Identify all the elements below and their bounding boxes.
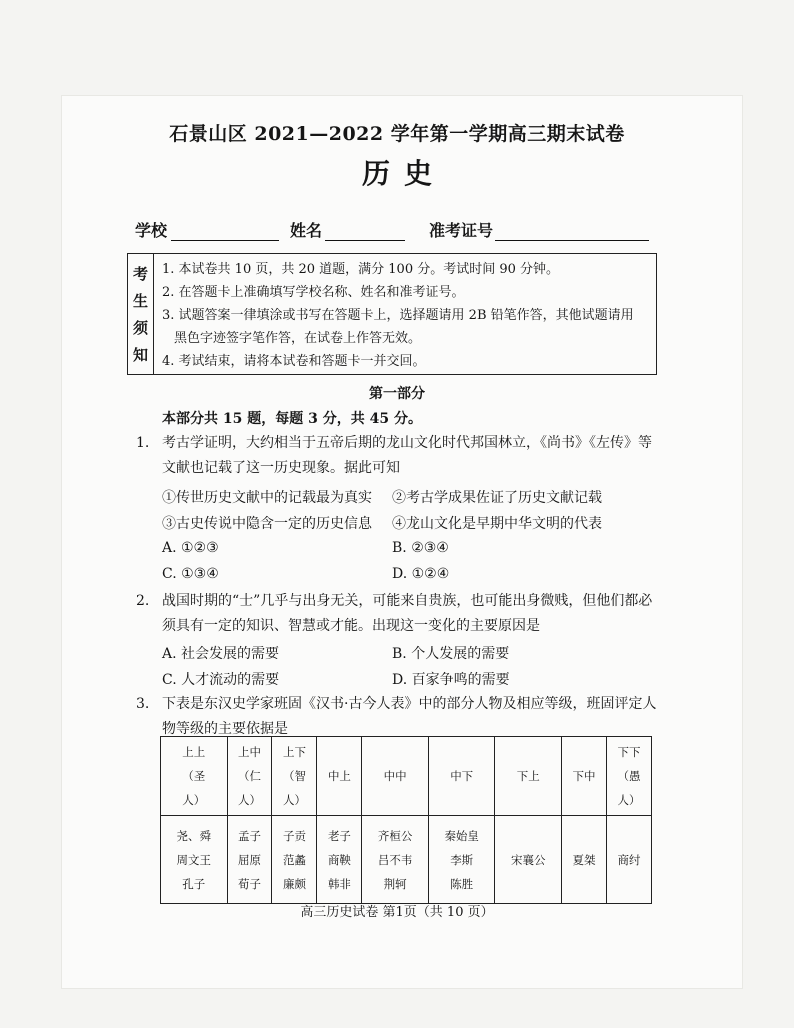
- name-label: 姓名: [290, 221, 323, 240]
- grade-cell: 上中 （仁 人）: [227, 737, 272, 816]
- notice-heading: 考 生 须 知: [128, 254, 154, 374]
- exam-number-label: 准考证号: [429, 221, 494, 240]
- q1-option-b[interactable]: B. ②③④: [392, 540, 449, 556]
- page-footer: 高三历史试卷 第1页（共 10 页）: [300, 905, 494, 920]
- q1-option-c[interactable]: C. ①③④: [162, 566, 219, 582]
- question-stem: 考古学证明，大约相当于五帝后期的龙山文化时代邦国林立，《尚书》《左传》等 文献也记载了这一历史现象。据此可知: [162, 435, 652, 476]
- school-label: 学校: [135, 221, 168, 240]
- grade-cell: 下中: [561, 737, 606, 816]
- people-cell: 夏桀: [561, 816, 606, 904]
- grade-cell: 上下 （智 人）: [272, 737, 317, 816]
- q2-option-d[interactable]: D. 百家争鸣的需要: [392, 672, 510, 688]
- q2-option-a[interactable]: A. 社会发展的需要: [162, 646, 280, 662]
- grade-cell: 下下 （愚 人）: [606, 737, 651, 816]
- people-cell: 孟子 屈原 荀子: [227, 816, 272, 904]
- notice-item: 1. 本试卷共 10 页，共 20 道题，满分 100 分。考试时间 90 分钟。: [162, 262, 560, 277]
- question-number: 1.: [136, 435, 150, 451]
- notice-item: 3. 试题答案一律填涂或书写在答题卡上，选择题请用 2B 铅笔作答，其他试题请用: [162, 308, 634, 323]
- exam-notice-box: [127, 253, 657, 375]
- grade-cell: 上上 （圣 人）: [161, 737, 228, 816]
- q1-option-a[interactable]: A. ①②③: [162, 540, 219, 556]
- people-cell: 子贡 范蠡 廉颇: [272, 816, 317, 904]
- question-number: 3.: [136, 696, 150, 712]
- q1-statement-4: ④龙山文化是早期中华文明的代表: [392, 516, 602, 532]
- q1-statement-3: ③古史传说中隐含一定的历史信息: [162, 516, 372, 532]
- q1-statement-1: ①传世历史文献中的记载最为真实: [162, 490, 372, 506]
- notice-item: 2. 在答题卡上准确填写学校名称、姓名和准考证号。: [162, 285, 465, 300]
- notice-item: 4. 考试结束，请将本试卷和答题卡一并交回。: [162, 354, 426, 369]
- people-cell: 秦始皇 李斯 陈胜: [428, 816, 495, 904]
- q2-option-c[interactable]: C. 人才流动的需要: [162, 672, 280, 688]
- q2-option-b[interactable]: B. 个人发展的需要: [392, 646, 510, 662]
- notice-item: 黑色字迹签字笔作答，在试卷上作答无效。: [174, 331, 422, 346]
- part-description: 本部分共 15 题，每题 3 分，共 45 分。: [162, 411, 422, 427]
- grade-cell: 中下: [428, 737, 495, 816]
- name-blank[interactable]: [325, 240, 405, 241]
- grade-cell: 中中: [362, 737, 429, 816]
- q1-statement-2: ②考古学成果佐证了历史文献记载: [392, 490, 602, 506]
- grade-cell: 中上: [317, 737, 362, 816]
- q1-option-d[interactable]: D. ①②④: [392, 566, 450, 582]
- people-cell: 老子 商鞅 韩非: [317, 816, 362, 904]
- notice-items: [162, 258, 652, 373]
- question-number: 2.: [136, 593, 150, 609]
- exam-title: 石景山区 2021—2022 学年第一学期高三期末试卷: [169, 123, 625, 145]
- ancient-people-grade-table: [160, 736, 652, 904]
- grade-header-row: [161, 737, 652, 816]
- people-cell: 商纣: [606, 816, 651, 904]
- people-cell: 尧、舜 周文王 孔子: [161, 816, 228, 904]
- people-cell: 宋襄公: [495, 816, 562, 904]
- people-row: [161, 816, 652, 904]
- part-title: 第一部分: [369, 386, 425, 402]
- exam-number-blank[interactable]: [495, 240, 649, 241]
- grade-cell: 下上: [495, 737, 562, 816]
- school-blank[interactable]: [171, 240, 279, 241]
- question-stem: 战国时期的“士”几乎与出身无关，可能来自贵族，也可能出身微贱，但他们都必 须具有一定的知识、智慧或才能。出现这一变化的主要原因是: [162, 593, 653, 634]
- people-cell: 齐桓公 吕不韦 荆轲: [362, 816, 429, 904]
- subject-title: 历史: [361, 157, 446, 190]
- question-stem: 下表是东汉史学家班固《汉书·古今人表》中的部分人物及相应等级，班固评定人 物等级的主要依据是: [162, 696, 657, 737]
